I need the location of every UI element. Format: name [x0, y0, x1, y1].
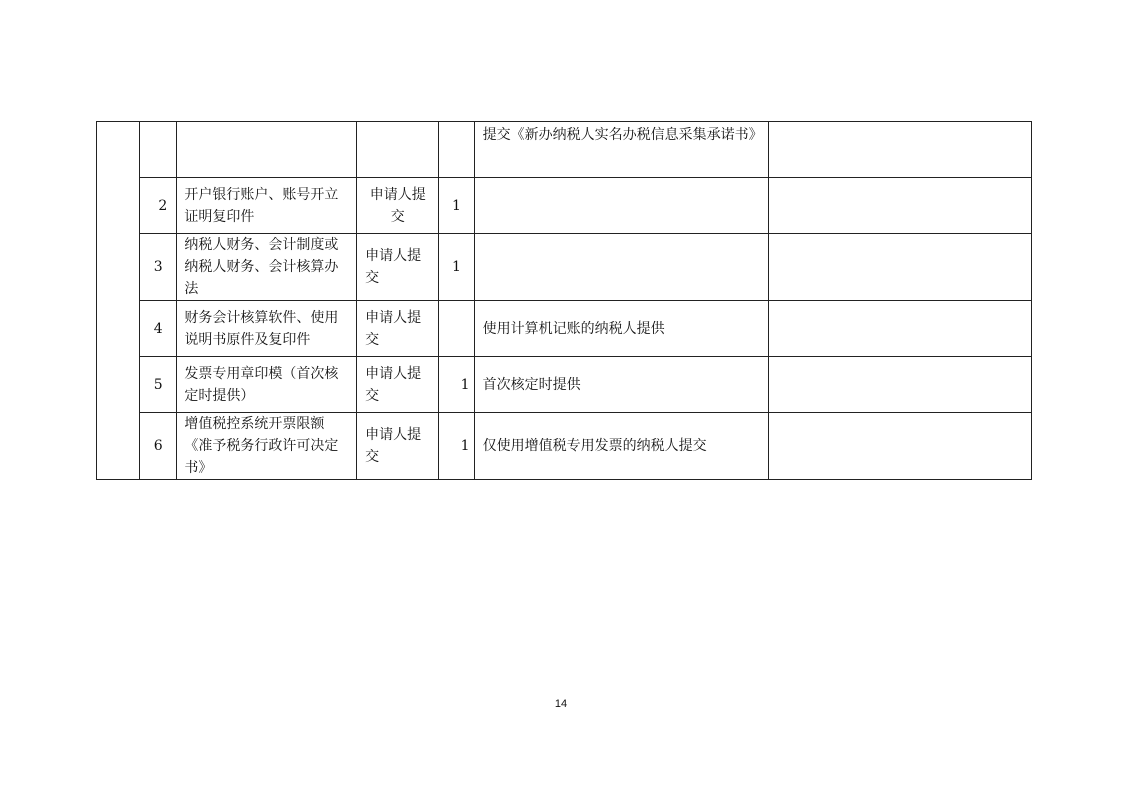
row-number-cell: 2 [140, 178, 177, 234]
copy-count-cell: 1 [439, 357, 474, 413]
material-source-line2: 交 [365, 387, 380, 404]
remark-cell [768, 357, 1031, 413]
remark-cell [768, 178, 1031, 234]
page-number: 14 [554, 698, 568, 710]
material-source-line2: 交 [365, 449, 380, 465]
row-number-cell: 4 [140, 301, 177, 357]
material-name-cell: 纳税人财务、会计制度或纳税人财务、会计核算办法 [177, 234, 357, 301]
material-source-cell [357, 357, 439, 413]
material-source-cell [357, 178, 439, 234]
material-source-line1: 申请人提 [365, 309, 422, 326]
material-source-cell [357, 234, 439, 301]
material-name-cell: 开户银行账户、账号开立证明复印件 [177, 178, 357, 234]
remark-cell [768, 234, 1031, 301]
copy-count-cell: 1 [439, 234, 474, 301]
copy-count-cell: 1 [439, 178, 474, 234]
note-cell: 仅使用增值税专用发票的纳税人提交 [474, 413, 768, 480]
material-name-cell: 增值税控系统开票限额《准予税务行政许可决定书》 [177, 413, 357, 480]
table-row [97, 178, 1032, 234]
material-source-line2: 交 [390, 208, 405, 225]
note-cell [474, 234, 768, 301]
material-source-cell [357, 413, 439, 480]
material-source-line2: 交 [365, 270, 380, 286]
table-row [97, 413, 1032, 480]
note-cell: 首次核定时提供 [474, 357, 768, 413]
remark-cell [768, 413, 1031, 480]
copy-count-cell [439, 301, 474, 357]
material-name-cell [177, 122, 357, 178]
row-number-cell: 5 [140, 357, 177, 413]
materials-table [96, 121, 1032, 480]
remark-cell [768, 122, 1031, 178]
row-number-cell [140, 122, 177, 178]
merged-category-cell [97, 122, 140, 480]
material-source-cell [357, 301, 439, 357]
material-source-line1: 申请人提 [365, 365, 422, 382]
note-cell: 使用计算机记账的纳税人提供 [474, 301, 768, 357]
material-source-line2: 交 [365, 331, 380, 348]
table-row [97, 357, 1032, 413]
material-source-line1: 申请人提 [365, 427, 422, 443]
note-cell [474, 178, 768, 234]
table-row [97, 301, 1032, 357]
row-number-cell: 3 [140, 234, 177, 301]
table-row [97, 234, 1032, 301]
copy-count-cell [439, 122, 474, 178]
copy-count-cell: 1 [439, 413, 474, 480]
table-row-continued [97, 122, 1032, 178]
remark-cell [768, 301, 1031, 357]
material-source-cell [357, 122, 439, 178]
material-name-cell: 发票专用章印模（首次核定时提供） [177, 357, 357, 413]
material-source-line1: 申请人提 [365, 248, 422, 264]
material-source-line1: 申请人提 [369, 186, 426, 203]
note-cell: 提交《新办纳税人实名办税信息采集承诺书》 [474, 122, 768, 178]
row-number-cell: 6 [140, 413, 177, 480]
material-name-cell: 财务会计核算软件、使用说明书原件及复印件 [177, 301, 357, 357]
